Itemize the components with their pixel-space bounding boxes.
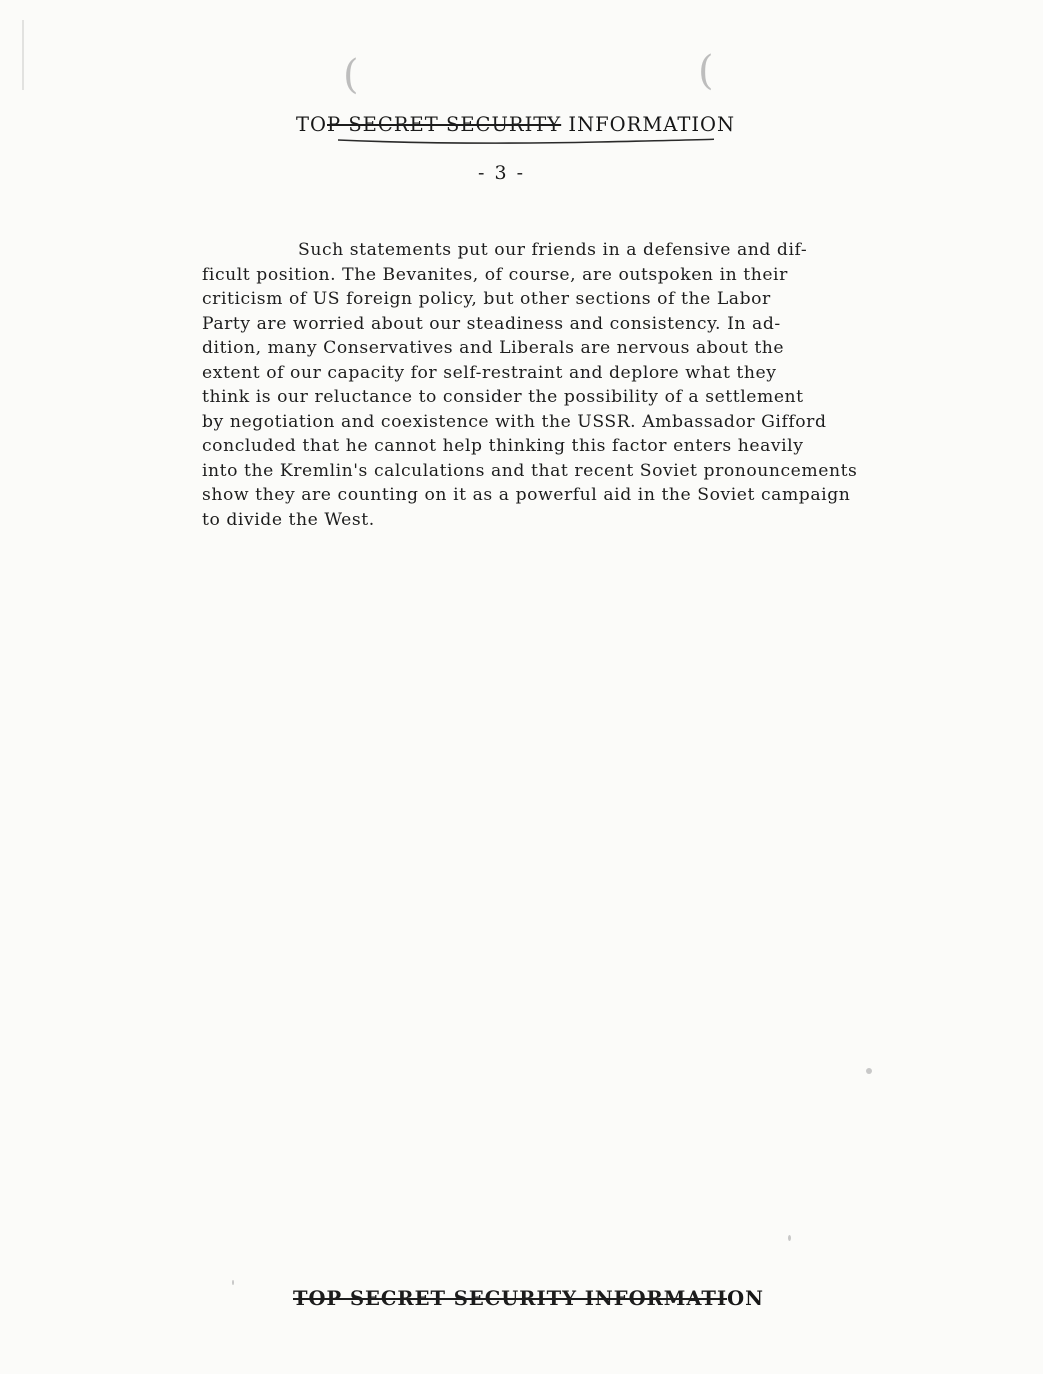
- header-classification-start: TO: [296, 113, 327, 136]
- body-line: by negotiation and coexistence with the USSR. Ambassador Gifford: [202, 411, 827, 432]
- body-line: Such statements put our friends in a defensive and dif-: [298, 240, 808, 260]
- header-classification-end: INFORMATION: [561, 113, 736, 136]
- footer-classification: [293, 1287, 764, 1310]
- footer-classification-struck: TOP SECRET SECURITY INFORMATI: [293, 1287, 728, 1310]
- scan-speck: [866, 1068, 872, 1074]
- scan-speck: [232, 1280, 234, 1285]
- body-line: criticism of US foreign policy, but other sections of the Labor: [202, 289, 771, 309]
- body-line: ficult position. The Bevanites, of course, are outspoken in their: [202, 264, 788, 285]
- header-classification-struck: P SECRET SECURITY: [327, 113, 562, 136]
- body-line: think is our reluctance to consider the possibility of a settlement: [202, 387, 804, 407]
- scan-artifact-left: (: [343, 52, 359, 98]
- body-line: show they are counting on it as a powerful aid in the Soviet campaign: [202, 485, 851, 505]
- body-line: dition, many Conservatives and Liberals are nervous about the: [202, 338, 785, 358]
- body-line: concluded that he cannot help thinking this factor enters heavily: [202, 436, 804, 456]
- page-number: - 3 -: [478, 162, 526, 184]
- body-line: to divide the West.: [202, 509, 375, 530]
- scan-speck: [788, 1235, 791, 1241]
- body-paragraph: [202, 238, 962, 532]
- header-underline-mark: [338, 137, 714, 145]
- header-classification: [296, 113, 735, 136]
- scan-edge-mark: [22, 20, 24, 90]
- footer-classification-end: ON: [727, 1287, 764, 1310]
- body-line: Party are worried about our steadiness and consistency. In ad-: [202, 313, 781, 334]
- body-line: into the Kremlin's calculations and that recent Soviet pronouncements: [202, 460, 858, 481]
- body-line: extent of our capacity for self-restraint and deplore what they: [202, 362, 777, 383]
- scan-artifact-right: (: [698, 48, 714, 94]
